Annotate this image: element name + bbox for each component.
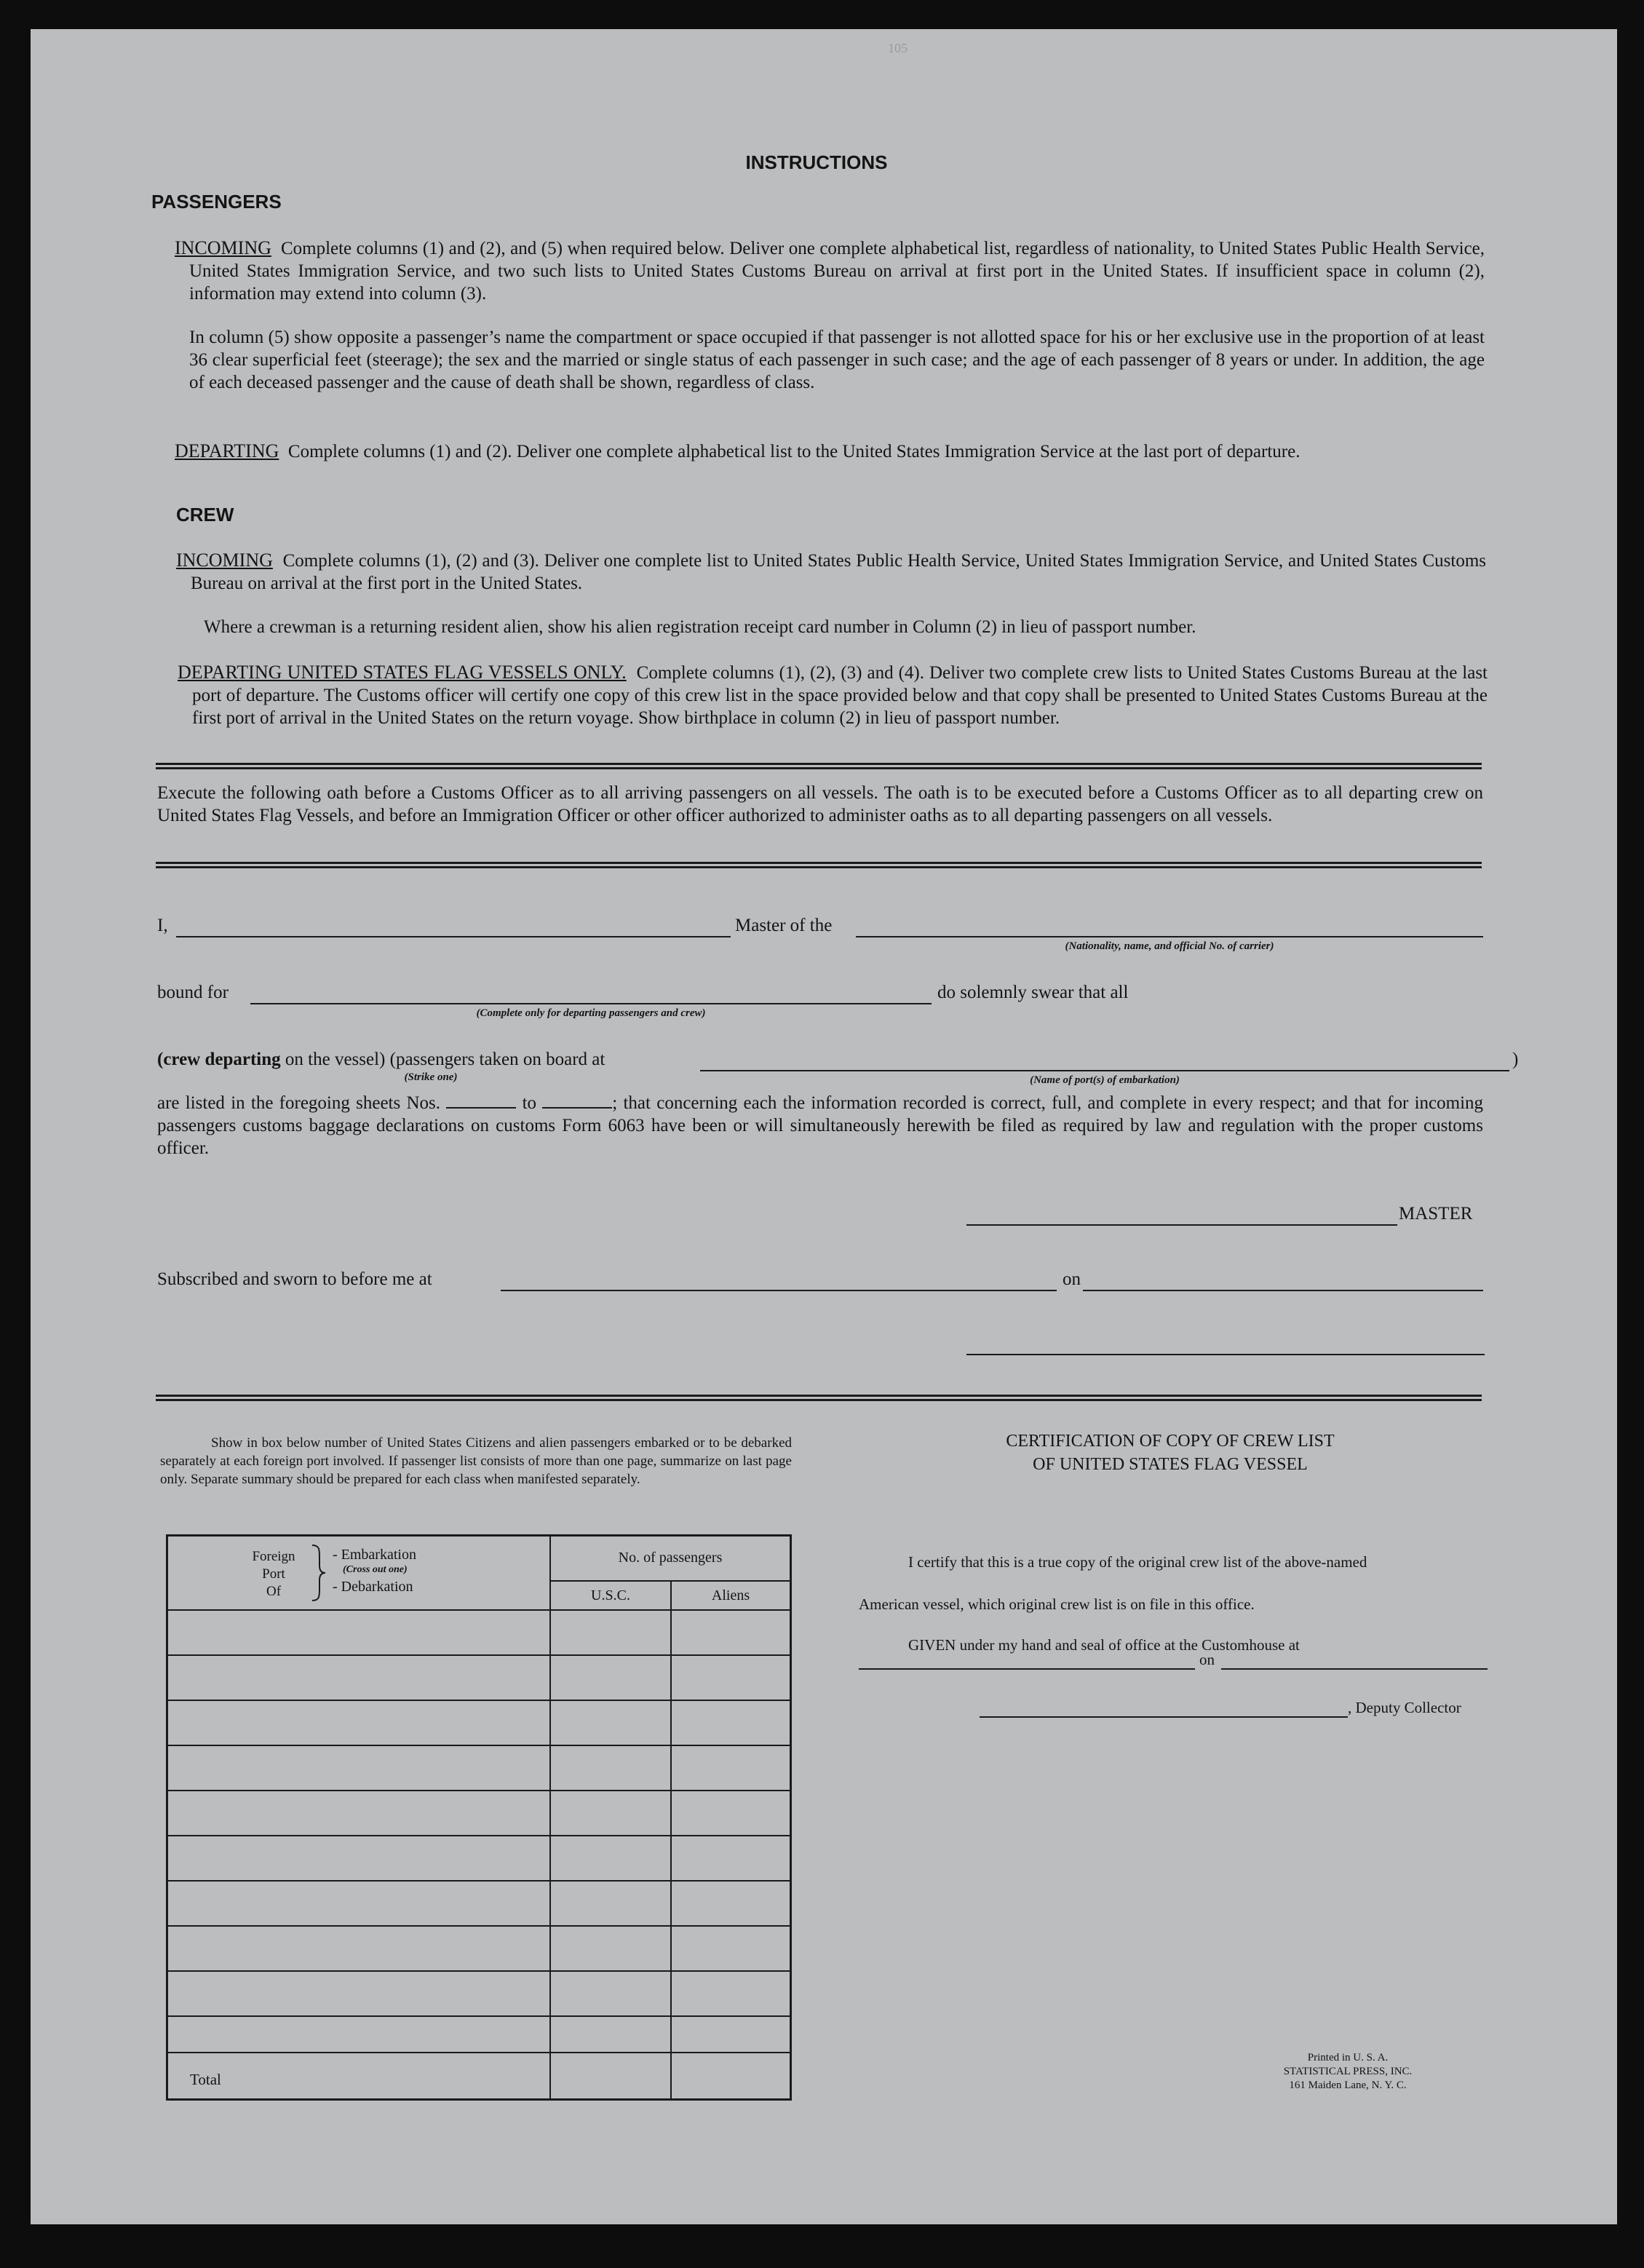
oath-intro: Execute the following oath before a Customs Officer as to all arriving passengers on all vessels. The oath is to be executed before a Customs Officer as to all departing crew on United States Flag Vessels, and before an Immigration Officer or other officer authorized to administer oaths as to all departing passengers on all vessels. bbox=[157, 783, 1483, 825]
double-rule bbox=[156, 763, 1482, 769]
crew-departing-option[interactable]: (crew departing bbox=[157, 1050, 281, 1069]
table-row[interactable] bbox=[168, 1790, 790, 1791]
summary-note: Show in box below number of United States Citizens and alien passengers embarked or to be debarked separately at each foreign port involved. If passenger list consists of more than one page, summarize on last page only. Separate summary should be prepared for each class when manifested separately. bbox=[160, 1435, 792, 1487]
printer-line2: STATISTICAL PRESS, INC. bbox=[1283, 2066, 1413, 2077]
crew-incoming-label: INCOMING bbox=[176, 550, 273, 571]
master-signature-field[interactable] bbox=[966, 1224, 1397, 1226]
embarkation-option[interactable]: - Embarkation bbox=[333, 1547, 416, 1563]
form-sheet bbox=[31, 29, 1617, 2224]
passengers-departing-text: Complete columns (1) and (2). Deliver one complete alphabetical list to the United States Immigration Service at the last port of departure. bbox=[287, 442, 1300, 461]
embarkation-port-field[interactable] bbox=[700, 1070, 1509, 1071]
certification-title bbox=[879, 1430, 1461, 1476]
foreign-word: Foreign bbox=[252, 1549, 295, 1564]
officer-signature-field[interactable] bbox=[966, 1354, 1485, 1355]
on-the-vessel-text: on the vessel) bbox=[285, 1050, 386, 1069]
listed-prefix: are listed in the foregoing sheets Nos. bbox=[157, 1093, 441, 1113]
table-row[interactable] bbox=[168, 1700, 790, 1701]
port-word: Port bbox=[262, 1566, 285, 1582]
master-label: MASTER bbox=[1399, 1204, 1473, 1224]
strike-one-caption: (Strike one) bbox=[404, 1071, 458, 1083]
listed-rest: ; that concerning each the information recorded is correct, full, and complete in every respect; and that for incoming passengers customs baggage declarations on customs Form 6063 have been or will simultaneously herewith be filed as required by law and regulation with the proper customs officer. bbox=[157, 1093, 1484, 1158]
foreign-port-of bbox=[241, 1548, 306, 1601]
brace-icon bbox=[311, 1544, 327, 1602]
certification-title-line1: CERTIFICATION OF COPY OF CREW LIST bbox=[1006, 1432, 1335, 1451]
passengers-incoming-paragraph bbox=[175, 237, 1485, 305]
of-word: Of bbox=[266, 1584, 282, 1599]
table-row[interactable] bbox=[168, 1970, 790, 1972]
listed-paragraph bbox=[157, 1092, 1483, 1159]
subscribed-place-field[interactable] bbox=[501, 1290, 1057, 1291]
strike-one-line bbox=[157, 1050, 605, 1070]
crew-departing-label: DEPARTING UNITED STATES FLAG VESSELS ONLY. bbox=[178, 662, 627, 683]
oath-i-label: I, bbox=[157, 916, 168, 935]
table-row[interactable] bbox=[168, 1745, 790, 1746]
total-label: Total bbox=[190, 2071, 221, 2088]
close-paren: ) bbox=[1512, 1050, 1519, 1069]
table-row[interactable] bbox=[168, 2015, 790, 2017]
certification-on-label: on bbox=[1199, 1651, 1215, 1668]
bound-for-label: bound for bbox=[157, 983, 229, 1002]
swear-text: do solemnly swear that all bbox=[937, 983, 1129, 1002]
bound-for-caption: (Complete only for departing passengers and crew) bbox=[476, 1007, 706, 1019]
aliens-header: Aliens bbox=[711, 1587, 750, 1603]
master-of-the-label: Master of the bbox=[735, 916, 833, 935]
certify-line1: I certify that this is a true copy of the original crew list of the above-named bbox=[908, 1553, 1367, 1571]
crew-departing-paragraph bbox=[178, 661, 1488, 729]
table-hline bbox=[549, 1580, 790, 1582]
instructions-title: INSTRUCTIONS bbox=[745, 151, 888, 173]
bound-for-field[interactable] bbox=[250, 1003, 932, 1004]
page-number: 105 bbox=[888, 41, 908, 55]
table-hline bbox=[168, 1609, 790, 1611]
passengers-incoming-text: Complete columns (1) and (2), and (5) when required below. Deliver one complete alphabetical list, regardless of nationality, to United States Public Health Service, United States Immigration Service, and two such lists to United States Customs Bureau on arrival at first port in the United States. If insufficient space in column (2), information may extend into column (3). bbox=[189, 239, 1485, 304]
passenger-summary-table bbox=[166, 1534, 792, 2101]
printer-imprint bbox=[1239, 2051, 1457, 2093]
customhouse-field[interactable] bbox=[859, 1668, 1195, 1670]
sheet-to-field[interactable] bbox=[542, 1107, 612, 1109]
passengers-taken-option[interactable]: (passengers taken on board at bbox=[389, 1050, 605, 1069]
total-row-divider bbox=[168, 2052, 790, 2053]
crew-departing-text: Complete columns (1), (2), (3) and (4). Deliver two complete crew lists to United States Customs Bureau at the last port of departure. The Customs officer will certify one copy of this crew list in the space provided below and that copy shall be presented to United States Customs Bureau at the first port of arrival in the United States on the return voyage. Show birthplace in column (2) in lieu of passport number. bbox=[192, 663, 1488, 728]
printer-line3: 161 Maiden Lane, N. Y. C. bbox=[1289, 2079, 1407, 2091]
table-vline bbox=[549, 1537, 551, 2098]
master-name-field[interactable] bbox=[176, 936, 731, 937]
carrier-field[interactable] bbox=[856, 936, 1483, 937]
passengers-departing-paragraph bbox=[175, 440, 1485, 463]
certification-title-line2: OF UNITED STATES FLAG VESSEL bbox=[1033, 1455, 1308, 1474]
table-row[interactable] bbox=[168, 1925, 790, 1927]
resident-alien-paragraph: Where a crewman is a returning resident alien, show his alien registration receipt card number in Column (2) in lieu of passport number. bbox=[204, 617, 1196, 637]
column5-paragraph: In column (5) show opposite a passenger’s name the compartment or space occupied if that passenger is not allotted space for his or her exclusive use in the proportion of at least 36 clear superficial feet (steerage); the sex and the married or single status of each passenger in such case; and the age of each passenger of 8 years or under. In addition, the age of each deceased passenger and the cause of death shall be shown, regardless of class. bbox=[189, 328, 1485, 392]
printer-line1: Printed in U. S. A. bbox=[1307, 2052, 1389, 2063]
no-of-passengers-header: No. of passengers bbox=[618, 1550, 723, 1566]
subscribed-date-field[interactable] bbox=[1083, 1290, 1483, 1291]
table-row[interactable] bbox=[168, 1835, 790, 1836]
table-vline bbox=[670, 1580, 672, 2098]
passengers-departing-label: DEPARTING bbox=[175, 440, 279, 461]
embarkation-caption: (Name of port(s) of embarkation) bbox=[1030, 1074, 1180, 1086]
passengers-heading: PASSENGERS bbox=[151, 191, 282, 213]
deputy-signature-field[interactable] bbox=[980, 1716, 1348, 1718]
carrier-caption: (Nationality, name, and official No. of carrier) bbox=[1065, 940, 1274, 952]
crew-incoming-paragraph bbox=[176, 549, 1486, 595]
given-text: GIVEN under my hand and seal of office at the Customhouse at bbox=[908, 1636, 1300, 1654]
double-rule bbox=[156, 862, 1482, 868]
usc-header: U.S.C. bbox=[591, 1587, 630, 1603]
certify-line2: American vessel, which original crew list is on file in this office. bbox=[859, 1595, 1255, 1613]
deputy-collector-label: , Deputy Collector bbox=[1348, 1699, 1461, 1716]
debarkation-option[interactable]: - Debarkation bbox=[333, 1579, 413, 1595]
cross-out-caption: (Cross out one) bbox=[343, 1564, 408, 1575]
table-row[interactable] bbox=[168, 1880, 790, 1882]
to-label: to bbox=[522, 1093, 537, 1113]
subscribed-on-label: on bbox=[1063, 1269, 1081, 1289]
sheet-from-field[interactable] bbox=[446, 1107, 516, 1109]
certification-date-field[interactable] bbox=[1221, 1668, 1488, 1670]
passengers-incoming-label: INCOMING bbox=[175, 237, 271, 258]
double-rule bbox=[156, 1395, 1482, 1401]
crew-heading: CREW bbox=[176, 504, 234, 526]
subscribed-label: Subscribed and sworn to before me at bbox=[157, 1269, 432, 1289]
crew-incoming-text: Complete columns (1), (2) and (3). Deliver one complete list to United States Public Health Service, United States Immigration Service, and United States Customs Bureau on arrival at the first port in the United States. bbox=[191, 551, 1487, 593]
table-row[interactable] bbox=[168, 1654, 790, 1656]
